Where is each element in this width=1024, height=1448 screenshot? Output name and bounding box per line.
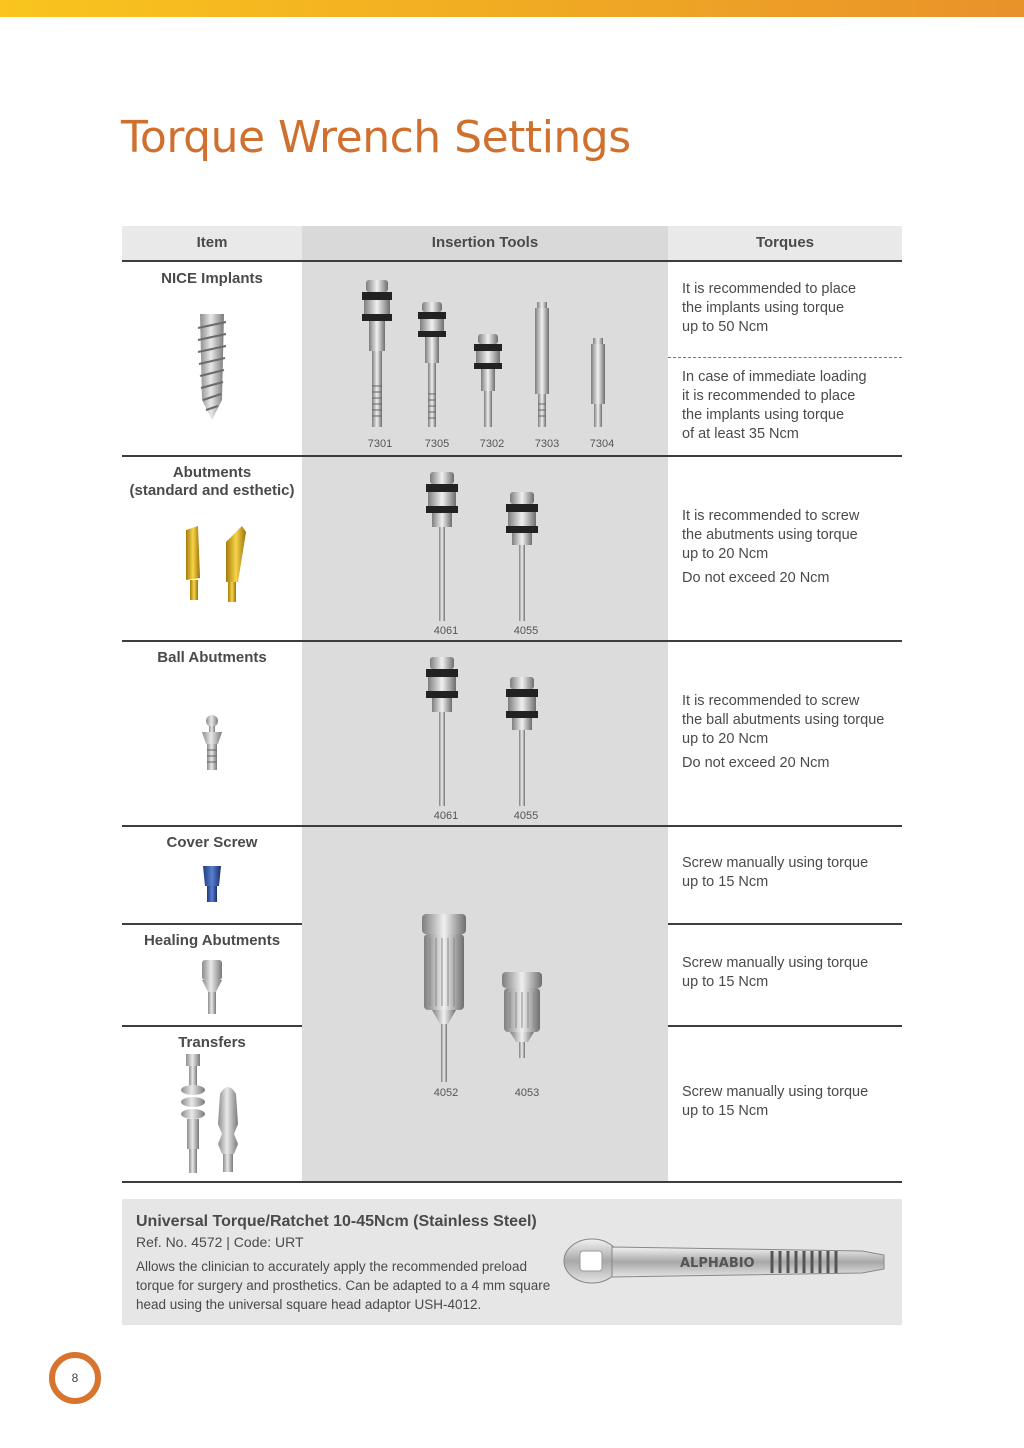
torque-divider-dashed (668, 357, 902, 358)
product-box (122, 1199, 902, 1325)
tool-4055 (506, 492, 538, 621)
tool-code-4061-b: 4061 (433, 810, 459, 822)
tool-7301 (362, 280, 392, 427)
row-label-abutments: Abutments (standard and esthetic) (129, 464, 295, 499)
header-rule (122, 260, 902, 262)
product-title: Universal Torque/Ratchet 10-45Ncm (Stainless Steel) (136, 1213, 537, 1230)
tool-4053 (502, 972, 542, 1058)
product-description: Allows the clinician to accurately apply the recommended preload torque for surgery and prosthetics. Can be adapted to a 4 mm square head using the universal square head adaptor USH-4012. (136, 1259, 551, 1312)
transfers-illustration (178, 1054, 248, 1176)
row-label-ball-abutments: Ball Abutments (157, 649, 267, 666)
torque-cover-screw: Screw manually using torque up to 15 Ncm (682, 855, 869, 890)
row-rule-1 (122, 455, 902, 457)
healing-abutment-illustration (198, 958, 226, 1016)
tool-code-4055-a: 4055 (513, 625, 539, 637)
tool-code-4053: 4053 (514, 1087, 540, 1099)
tool-code-7305: 7305 (424, 438, 450, 450)
cover-screw-illustration (202, 864, 222, 904)
torque-transfers: Screw manually using torque up to 15 Ncm (682, 1084, 869, 1119)
tool-4055 (506, 677, 538, 806)
tool-code-4055-b: 4055 (513, 810, 539, 822)
tool-code-4052: 4052 (433, 1087, 459, 1099)
row-label-nice-implants: NICE Implants (161, 270, 263, 287)
ball-abutment-insertion-tools (418, 651, 558, 811)
torque-healing-abutments: Screw manually using torque up to 15 Ncm (682, 955, 869, 990)
page-title: Torque Wrench Settings (121, 112, 631, 163)
table-bottom-rule (122, 1181, 902, 1183)
row-rule-5a (122, 1025, 302, 1027)
tool-code-7304: 7304 (589, 438, 615, 450)
header-item: Item (122, 226, 302, 260)
tool-7302 (474, 334, 502, 427)
ball-abutment-illustration (198, 714, 226, 774)
tool-code-7301: 7301 (367, 438, 393, 450)
row-rule-4a (122, 923, 302, 925)
tool-code-7303: 7303 (534, 438, 560, 450)
torque-nice-immediate-loading: In case of immediate loading it is recommended to place the implants using torque of at least 35 Ncm (682, 369, 867, 442)
brand-label: ALPHABIO (680, 1256, 755, 1271)
page-number: 8 (49, 1352, 101, 1404)
row-label-transfers: Transfers (178, 1034, 246, 1051)
header-torques: Torques (668, 226, 902, 260)
product-ref: Ref. No. 4572 | Code: URT (136, 1234, 304, 1250)
abutments-illustration (180, 522, 250, 608)
row-rule-4b (668, 923, 902, 925)
torque-table (122, 226, 902, 1182)
tool-4061 (426, 657, 458, 806)
torque-abutments: It is recommended to screw the abutments using torque up to 20 Ncm Do not exceed 20 Ncm (682, 508, 860, 586)
row-rule-3 (122, 825, 902, 827)
manual-insertion-tools (418, 910, 558, 1090)
tool-7305 (418, 302, 446, 427)
row-rule-2 (122, 640, 902, 642)
tool-code-4061-a: 4061 (433, 625, 459, 637)
header-insertion-tools: Insertion Tools (302, 226, 668, 260)
row-rule-5b (668, 1025, 902, 1027)
implant-illustration (192, 310, 232, 424)
tool-code-7302: 7302 (479, 438, 505, 450)
torque-ball-abutments: It is recommended to screw the ball abutments using torque up to 20 Ncm Do not exceed 20 Ncm (682, 693, 885, 771)
tool-7304 (591, 338, 605, 427)
tool-4061 (426, 472, 458, 621)
torque-ratchet-illustration (562, 1227, 892, 1297)
torque-nice-placement: It is recommended to place the implants using torque up to 50 Ncm (682, 281, 857, 335)
nice-insertion-tools (352, 276, 642, 438)
abutment-insertion-tools (418, 466, 558, 626)
row-label-cover-screw: Cover Screw (166, 834, 258, 851)
tool-4052 (422, 914, 466, 1082)
top-accent-bar (0, 0, 1024, 17)
tool-7303 (535, 302, 549, 427)
row-label-healing-abutments: Healing Abutments (143, 932, 281, 949)
